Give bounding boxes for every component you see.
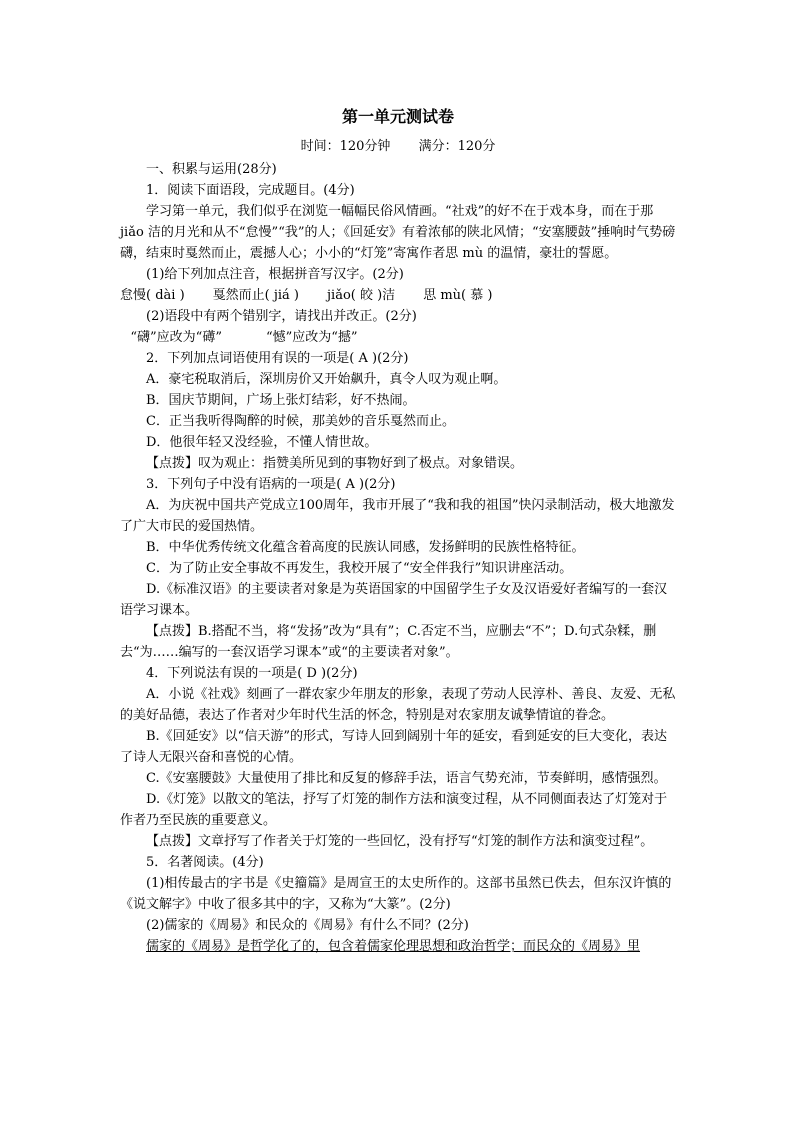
q1-pinyin-answers	[120, 285, 676, 306]
pinyin-answer: jiǎo( 皎 )洁	[327, 288, 396, 303]
q4-hint: 【点拨】文章抒写了作者关于灯笼的一些回忆，没有抒写“灯笼的制作方法和演变过程”。	[146, 834, 654, 849]
exam-time: 时间：120分钟	[300, 139, 391, 154]
pinyin-answer: 戛然而止( jiá )	[212, 288, 299, 303]
q1-passage: 学习第一单元，我们似乎在浏览一幅幅民俗风情画。“社戏”的好不在于戏本身，而在于那 jiǎo 洁的月光和从不“怠慢”“我”的人；《回延安》有着浓郁的陕北风情；“安塞腰鼓”捶响时气势磅礴，结束时戛然而止，震撼人心；小小的“灯笼”寄寓作者思 mù 的温情，豪壮的誓愿。	[120, 204, 676, 261]
correction: “礴”应改为“礡”	[130, 330, 222, 345]
q4-option-b: B.《回延安》以“信天游”的形式，写诗人回到阔别十年的延安，看到延安的巨大变化，表达了诗人无限兴奋和喜悦的心情。	[120, 729, 667, 765]
q4-option-a: A．小说《社戏》刻画了一群农家少年朋友的形象，表现了劳动人民淳朴、善良、友爱、无私的美好品德，表达了作者对少年时代生活的怀念，特别是对农家朋友诚挚情谊的眷念。	[120, 687, 676, 723]
pinyin-answer: 思 mù( 慕 )	[423, 288, 493, 303]
document-body	[120, 104, 676, 957]
q5-stem: 5．名著阅读。(4分)	[146, 855, 264, 870]
q3-stem: 3．下列句子中没有语病的一项是( A )(2分)	[146, 477, 396, 492]
correction: “憾”应改为“撼”	[265, 330, 358, 345]
q2-option-b: B．国庆节期间，广场上张灯结彩，好不热闹。	[146, 393, 416, 408]
q3-option-c: C．为了防止安全事故不再发生，我校开展了“安全伴我行”知识讲座活动。	[146, 561, 573, 576]
exam-score: 满分：120分	[418, 139, 496, 154]
exam-meta	[120, 136, 676, 157]
q3-option-a: A．为庆祝中国共产党成立100周年，我市开展了“我和我的祖国”快闪录制活动，极大地激发了广大市民的爱国热情。	[120, 498, 675, 534]
q1-corrections	[120, 327, 676, 348]
q3-option-b: B．中华优秀传统文化蕴含着高度的民族认同感，发扬鲜明的民族性格特征。	[146, 540, 585, 555]
q4-option-c: C.《安塞腰鼓》大量使用了排比和反复的修辞手法，语言气势充沛，节奏鲜明，感情强烈。	[146, 771, 667, 786]
q2-stem: 2．下列加点词语使用有误的一项是( A )(2分)	[146, 351, 409, 366]
q1-sub2: (2)语段中有两个错别字，请找出并改正。(2分)	[146, 309, 417, 324]
q2-option-c: C．正当我听得陶醉的时候，那美妙的音乐戛然而止。	[146, 414, 455, 429]
q2-option-d: D．他很年轻又没经验，不懂人情世故。	[146, 435, 378, 450]
q5-answer: 儒家的《周易》是哲学化了的，包含着儒家伦理思想和政治哲学；而民众的《周易》里	[146, 939, 641, 954]
q5-sub1: (1)相传最古的字书是《史籀篇》是周宣王的太史所作的。这部书虽然已佚去，但东汉许慎的《说文解字》中收了很多其中的字，又称为“大篆”。(2分)	[120, 876, 672, 912]
q2-hint: 【点拨】叹为观止：指赞美所见到的事物好到了极点。对象错误。	[146, 456, 524, 471]
pinyin-answer: 怠慢( dài )	[120, 288, 185, 303]
section-heading: 一、积累与运用(28分)	[146, 162, 277, 177]
q2-option-a: A．豪宅税取消后，深圳房价又开始飙升，真令人叹为观止啊。	[146, 372, 507, 387]
page-title: 第一单元测试卷	[341, 107, 454, 126]
q3-option-d: D.《标准汉语》的主要读者对象是为英语国家的中国留学生子女及汉语爱好者编写的一套汉语学习课本。	[120, 582, 668, 618]
q1-sub1: (1)给下列加点注音，根据拼音写汉字。(2分)	[146, 267, 404, 282]
q4-option-d: D.《灯笼》以散文的笔法，抒写了灯笼的制作方法和演变过程，从不同侧面表达了灯笼对于作者乃至民族的重要意义。	[120, 792, 668, 828]
q1-stem: 1．阅读下面语段，完成题目。(4分)	[146, 183, 355, 198]
q5-sub2: (2)儒家的《周易》和民众的《周易》有什么不同？(2分)	[146, 918, 469, 933]
q4-stem: 4．下列说法有误的一项是( D )(2分)	[146, 666, 358, 681]
q3-hint: 【点拨】B.搭配不当，将“发扬”改为“具有”；C.否定不当，应删去“不”；D.句式杂糅，删去“为……编写的一套汉语学习课本”或“的主要读者对象”。	[120, 624, 657, 660]
